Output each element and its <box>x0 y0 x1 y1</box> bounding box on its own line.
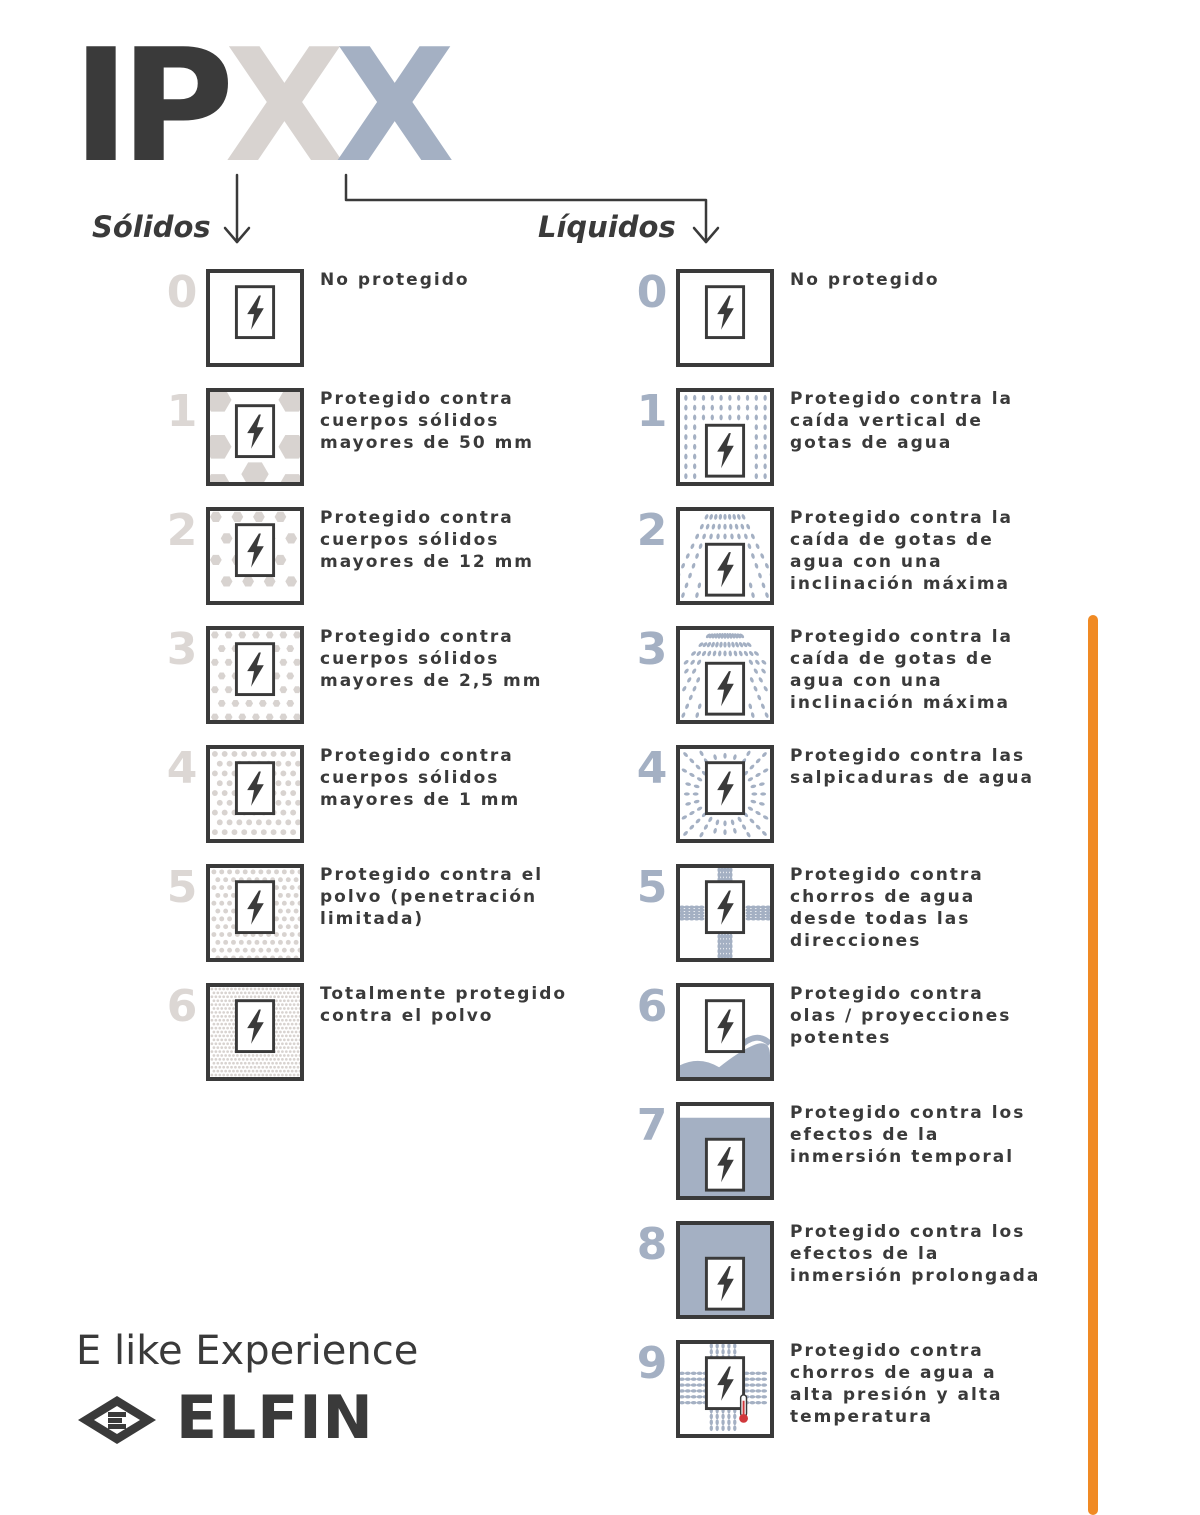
high-pressure-hot-jets-icon <box>680 1344 770 1434</box>
liquids-icon-frame <box>676 983 774 1081</box>
prolonged-immersion-icon <box>680 1225 770 1315</box>
liquids-heading: Líquidos <box>538 210 676 244</box>
liquids-row-7 <box>630 1102 1100 1202</box>
solid-12mm-icon <box>210 511 300 601</box>
dust-tight-icon <box>210 987 300 1077</box>
solids-row-0 <box>160 269 630 369</box>
liquids-level-number: 3 <box>636 624 668 675</box>
solids-description: Protegido contra el polvo (penetración limitada) <box>320 865 544 929</box>
title-x-liquids: X <box>334 15 445 197</box>
liquids-icon-frame <box>676 507 774 605</box>
liquids-description: Protegido contra los efectos de la inmersión prolongada <box>790 1222 1041 1286</box>
liquids-description: Protegido contra los efectos de la inmersión temporal <box>790 1103 1026 1167</box>
solids-row-2 <box>160 507 630 607</box>
solids-description: Protegido contra cuerpos sólidos mayores de 12 mm <box>320 508 534 572</box>
splash-icon <box>680 749 770 839</box>
water-jets-icon <box>680 868 770 958</box>
liquids-row-5 <box>630 864 1100 964</box>
liquids-icon-frame <box>676 864 774 962</box>
liquids-level-number: 5 <box>636 862 668 913</box>
solids-row-4 <box>160 745 630 845</box>
title-ip: IP <box>72 15 225 197</box>
solids-level-number: 3 <box>166 624 198 675</box>
solid-1mm-icon <box>210 749 300 839</box>
liquids-description: No protegido <box>790 270 940 290</box>
solids-level-number: 4 <box>166 743 198 794</box>
liquids-icon-frame <box>676 626 774 724</box>
liquids-description: Protegido contra las salpicaduras de agua <box>790 746 1034 788</box>
solids-icon-frame <box>206 983 304 1081</box>
liquids-description: Protegido contra la caída de gotas de agua con una inclinación máxima <box>790 508 1013 594</box>
dust-limited-icon <box>210 868 300 958</box>
liquids-row-4 <box>630 745 1100 845</box>
liquids-icon-frame <box>676 745 774 843</box>
liquids-row-9 <box>630 1340 1100 1440</box>
solids-row-6 <box>160 983 630 1083</box>
solids-row-5 <box>160 864 630 964</box>
elfin-logo-mark-icon <box>76 1394 158 1446</box>
solids-row-1 <box>160 388 630 488</box>
solids-row-3 <box>160 626 630 726</box>
liquids-icon-frame <box>676 269 774 367</box>
solids-heading: Sólidos <box>92 210 211 244</box>
tagline: E like Experience <box>76 1328 419 1374</box>
liquids-level-number: 9 <box>636 1338 668 1389</box>
vertical-drops-icon <box>680 392 770 482</box>
solids-description: Protegido contra cuerpos sólidos mayores de 1 mm <box>320 746 521 810</box>
liquids-level-number: 4 <box>636 743 668 794</box>
liquids-description: Protegido contra la caída de gotas de agua con una inclinación máxima <box>790 627 1013 713</box>
liquids-row-6 <box>630 983 1100 1083</box>
no-protection-icon <box>680 273 770 363</box>
liquids-level-number: 8 <box>636 1219 668 1270</box>
no-protection-icon <box>210 273 300 363</box>
brand-name: ELFIN <box>176 1383 374 1453</box>
waves-icon <box>680 987 770 1077</box>
solids-description: Totalmente protegido contra el polvo <box>320 984 568 1026</box>
liquids-level-number: 2 <box>636 505 668 556</box>
solids-icon-frame <box>206 507 304 605</box>
liquids-description: Protegido contra olas / proyecciones potentes <box>790 984 1012 1048</box>
solids-level-number: 2 <box>166 505 198 556</box>
solids-description: Protegido contra cuerpos sólidos mayores de 50 mm <box>320 389 534 453</box>
solids-icon-frame <box>206 864 304 962</box>
solids-level-number: 0 <box>166 267 198 318</box>
liquids-row-1 <box>630 388 1100 488</box>
solids-level-number: 1 <box>166 386 198 437</box>
title-x-solids: X <box>224 15 335 197</box>
solids-icon-frame <box>206 626 304 724</box>
solid-2-5mm-icon <box>210 630 300 720</box>
liquids-row-8 <box>630 1221 1100 1321</box>
liquids-description: Protegido contra la caída vertical de gotas de agua <box>790 389 1013 453</box>
solids-description: Protegido contra cuerpos sólidos mayores de 2,5 mm <box>320 627 543 691</box>
liquids-icon-frame <box>676 1340 774 1438</box>
solids-icon-frame <box>206 269 304 367</box>
liquids-icon-frame <box>676 388 774 486</box>
solids-level-number: 5 <box>166 862 198 913</box>
spray-icon <box>680 630 770 720</box>
liquids-icon-frame <box>676 1102 774 1200</box>
liquids-level-number: 7 <box>636 1100 668 1151</box>
liquids-level-number: 1 <box>636 386 668 437</box>
temporary-immersion-icon <box>680 1106 770 1196</box>
solids-icon-frame <box>206 745 304 843</box>
liquids-row-2 <box>630 507 1100 607</box>
solids-description: No protegido <box>320 270 470 290</box>
solids-level-number: 6 <box>166 981 198 1032</box>
liquids-description: Protegido contra chorros de agua desde todas las direcciones <box>790 865 984 951</box>
accent-bar <box>1088 615 1098 1515</box>
liquids-level-number: 6 <box>636 981 668 1032</box>
solid-50mm-icon <box>210 392 300 482</box>
liquids-description: Protegido contra chorros de agua a alta presión y alta temperatura <box>790 1341 1003 1427</box>
liquids-row-0 <box>630 269 1100 369</box>
liquids-row-3 <box>630 626 1100 726</box>
liquids-level-number: 0 <box>636 267 668 318</box>
tilted-drops-icon <box>680 511 770 601</box>
solids-icon-frame <box>206 388 304 486</box>
liquids-icon-frame <box>676 1221 774 1319</box>
